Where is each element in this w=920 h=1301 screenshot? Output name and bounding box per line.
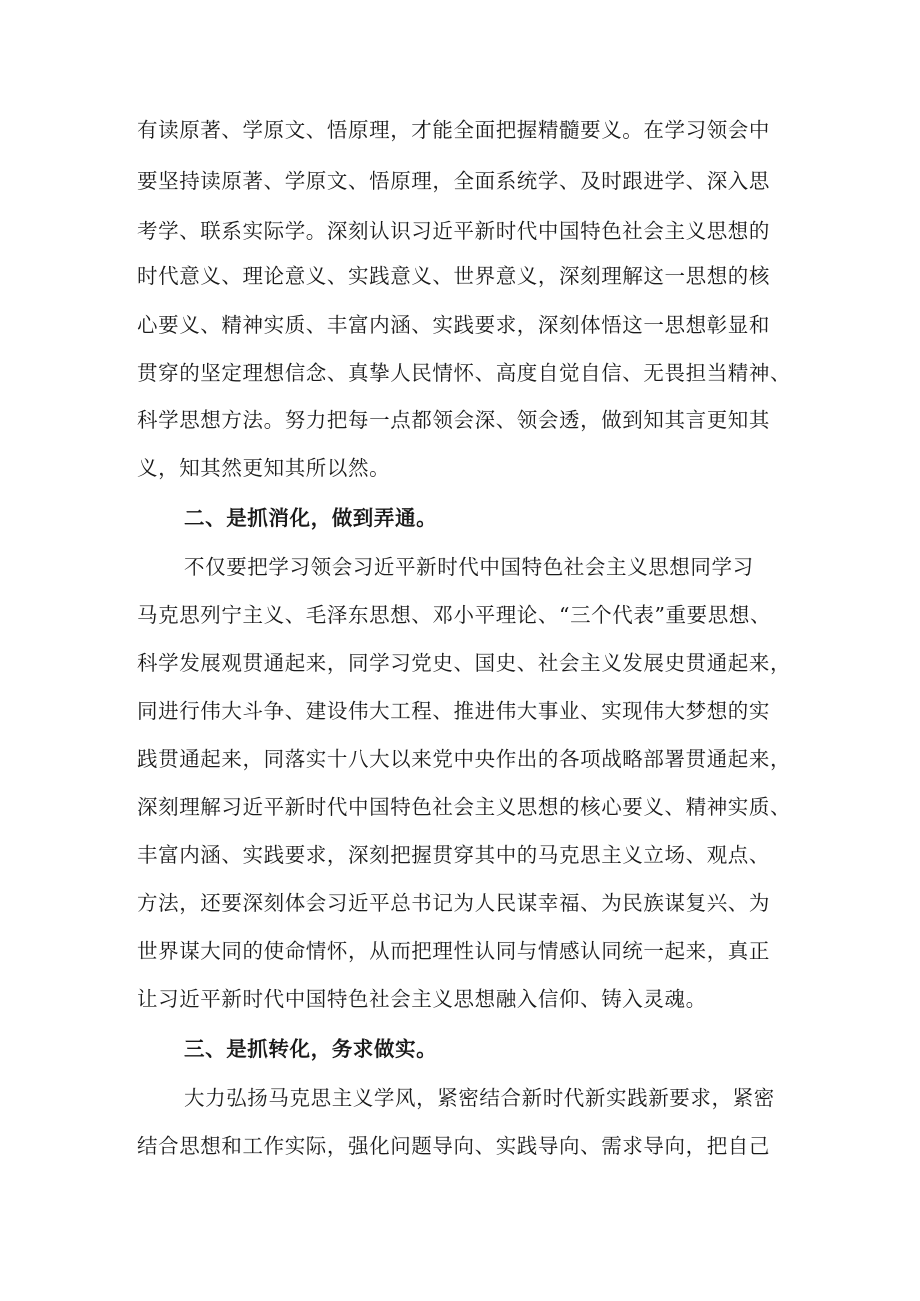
paragraph-2-line-6: 深刻理解习近平新时代中国特色社会主义思想的核心要义、精神实质、	[137, 795, 792, 819]
paragraph-1-line-4: 时代意义、理论意义、实践意义、世界意义，深刻理解这一思想的核	[137, 264, 770, 288]
paragraph-2-line-10: 让习近平新时代中国特色社会主义思想融入信仰、铸入灵魂。	[137, 987, 707, 1011]
paragraph-2-line-5: 践贯通起来，同落实十八大以来党中央作出的各项战略部署贯通起来，	[137, 747, 792, 771]
paragraph-1-line-8: 义，知其然更知其所以然。	[137, 456, 391, 480]
paragraph-1-line-3: 考学、联系实际学。深刻认识习近平新时代中国特色社会主义思想的	[137, 219, 770, 243]
paragraph-1-line-1: 有读原著、学原文、悟原理，才能全面把握精髓要义。在学习领会中	[137, 118, 770, 142]
section-heading-2: 二、是抓消化，做到弄通。	[184, 506, 438, 530]
paragraph-2-line-4: 同进行伟大斗争、建设伟大工程、推进伟大事业、实现伟大梦想的实	[137, 699, 770, 723]
paragraph-3-line-1: 大力弘扬马克思主义学风，紧密结合新时代新实践新要求，紧密	[184, 1086, 775, 1110]
paragraph-2-line-7: 丰富内涵、实践要求，深刻把握贯穿其中的马克思主义立场、观点、	[137, 843, 770, 867]
paragraph-1-line-5: 心要义、精神实质、丰富内涵、实践要求，深刻体悟这一思想彰显和	[137, 313, 770, 337]
paragraph-2-line-9: 世界谋大同的使命情怀，从而把理性认同与情感认同统一起来，真正	[137, 939, 770, 963]
paragraph-1-line-7: 科学思想方法。努力把每一点都领会深、领会透，做到知其言更知其	[137, 408, 770, 432]
paragraph-1-line-2: 要坚持读原著、学原文、悟原理，全面系统学、及时跟进学、深入思	[137, 169, 770, 193]
paragraph-1-line-6: 贯穿的坚定理想信念、真挚人民情怀、高度自觉自信、无畏担当精神、	[137, 361, 792, 385]
paragraph-2-line-1: 不仅要把学习领会习近平新时代中国特色社会主义思想同学习	[184, 555, 754, 579]
paragraph-2-line-3: 科学发展观贯通起来，同学习党史、国史、社会主义发展史贯通起来，	[137, 651, 792, 675]
paragraph-3-line-2: 结合思想和工作实际，强化问题导向、实践导向、需求导向，把自己	[137, 1134, 770, 1158]
section-heading-3: 三、是抓转化，务求做实。	[184, 1037, 438, 1061]
paragraph-2-line-2: 马克思列宁主义、毛泽东思想、邓小平理论、“三个代表”重要思想、	[137, 603, 772, 627]
paragraph-2-line-8: 方法，还要深刻体会习近平总书记为人民谋幸福、为民族谋复兴、为	[137, 891, 770, 915]
